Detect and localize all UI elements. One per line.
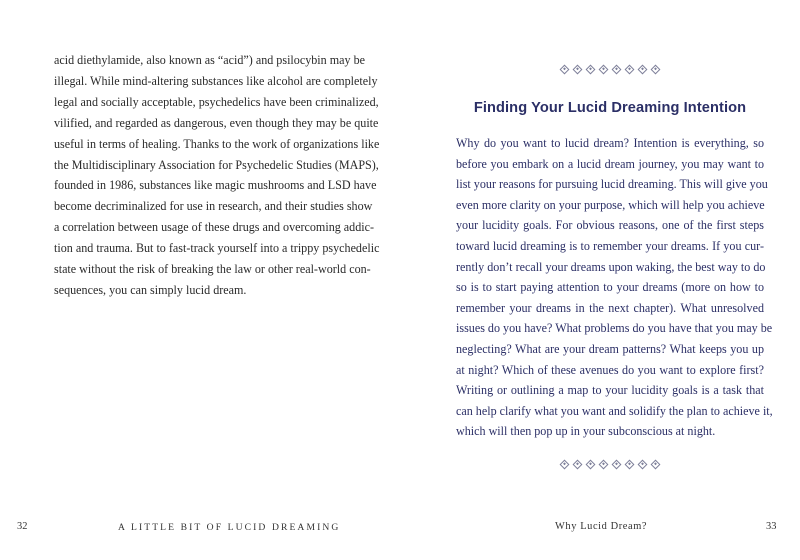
running-header-left: A LITTLE BIT OF LUCID DREAMING [118,522,341,533]
body-line: founded in 1986, substances like magic mushrooms and LSD have [54,178,377,193]
diamond-ornament-icon [573,64,583,74]
body-line: toward lucid dreaming is to remember your dreams. If you cur- [456,238,764,253]
body-line: issues do you have? What problems do you have that you may be [456,321,773,336]
sidebar-heading: Finding Your Lucid Dreaming Intention [473,100,747,116]
body-line: Writing or outlining a map to your lucidity goals is a task that [456,383,764,398]
body-line: state without the risk of breaking the law or other real-world con- [54,262,371,277]
diamond-ornament-icon [586,460,596,470]
diamond-ornament-icon [638,64,648,74]
diamond-ornament-icon [651,64,661,74]
body-line: can help clarify what you want and solidify the plan to achieve it, [456,403,773,418]
left-body-text [54,50,380,301]
diamond-ornament-icon [560,64,570,74]
intention-sidebar [456,62,773,472]
right-page [400,0,800,560]
body-line: list your reasons for pursuing lucid dreaming. This will give you [456,177,768,192]
body-line: illegal. While mind-altering substances like alcohol are completely [54,73,378,88]
body-line: become decriminalized for use in research, and their studies show [54,199,373,214]
body-line: neglecting? What are your dream patterns? What keeps you up [456,341,764,356]
body-line: your lucidity goals. For obvious reasons, one of the first steps [456,218,764,233]
diamond-ornament-icon [651,460,661,470]
body-line: vilified, and regarded as dangerous, even though they may be quite [54,115,379,130]
body-line: Why do you want to lucid dream? Intention is everything, so [456,136,764,150]
diamond-ornament-icon [612,64,622,74]
body-line: even more clarity on your purpose, which will help you achieve [456,197,765,212]
top-ornament-divider [456,62,764,76]
body-line: which will then pop up in your subconscious at night. [456,424,716,439]
body-line: rently don’t recall your dreams upon waking, the best way to do [456,259,766,274]
body-line: the Multidisciplinary Association for Psychedelic Studies (MAPS), [54,157,379,172]
body-line: so is to start paying attention to your dreams (more on how to [456,280,764,295]
diamond-ornament-icon [638,460,648,470]
diamond-ornament-icon [599,64,609,74]
body-line: useful in terms of healing. Thanks to the work of organizations like [54,136,380,151]
diamond-ornament-icon [586,64,596,74]
page-number-right: 33 [766,521,777,532]
body-line: sequences, you can simply lucid dream. [54,282,247,297]
diamond-ornament-icon [573,460,583,470]
body-line: before you embark on a lucid dream journey, you may want to [456,156,764,171]
body-line: legal and socially acceptable, psychedelics have been criminalized, [54,94,379,109]
body-line: at night? Which of these avenues do you want to explore first? [456,362,764,377]
running-header-right: Why Lucid Dream? [555,521,648,532]
diamond-ornament-icon [625,460,635,470]
body-line: a correlation between usage of these drugs and overcoming addic- [54,220,375,235]
diamond-ornament-icon [625,64,635,74]
sidebar-body-text [456,133,773,442]
diamond-ornament-icon [560,460,570,470]
page-number-left: 32 [17,521,28,532]
body-line: tion and trauma. But to fast-track yourself into a trippy psychedelic [54,241,380,256]
diamond-ornament-icon [612,460,622,470]
body-line: remember your dreams in the next chapter). What unresolved [456,300,764,315]
body-line: acid diethylamide, also known as “acid”) and psilocybin may be [54,53,365,67]
bottom-ornament-divider [456,458,764,472]
diamond-ornament-icon [599,460,609,470]
